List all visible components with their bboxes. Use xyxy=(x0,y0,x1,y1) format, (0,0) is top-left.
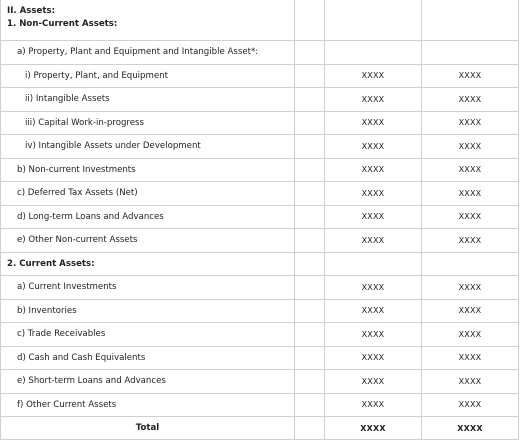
table-row xyxy=(1,88,519,112)
table-row xyxy=(1,135,519,159)
row-label: a) Current Investments xyxy=(1,276,295,300)
current-year-value: XXXX xyxy=(325,370,422,394)
note-cell xyxy=(295,346,325,370)
current-year-value: XXXX xyxy=(325,346,422,370)
previous-year-value: XXXX xyxy=(422,346,519,370)
row-label: d) Cash and Cash Equivalents xyxy=(1,346,295,370)
current-year-value xyxy=(325,41,422,65)
note-cell xyxy=(295,205,325,229)
row-label: e) Other Non-current Assets xyxy=(1,229,295,253)
note-cell xyxy=(295,370,325,394)
row-label: c) Trade Receivables xyxy=(1,323,295,347)
table-row xyxy=(1,158,519,182)
previous-year-value: XXXX xyxy=(422,205,519,229)
table-row xyxy=(1,393,519,417)
table-row xyxy=(1,64,519,88)
note-cell xyxy=(295,0,325,41)
previous-year-value: XXXX xyxy=(422,135,519,159)
section-heading: II. Assets: xyxy=(7,6,56,16)
row-label: i) Property, Plant, and Equipment xyxy=(1,64,295,88)
table-row xyxy=(1,370,519,394)
current-year-value: XXXX xyxy=(325,393,422,417)
current-year-cell xyxy=(325,0,422,41)
current-year-value: XXXX xyxy=(325,111,422,135)
note-cell xyxy=(295,158,325,182)
table-row xyxy=(1,182,519,206)
previous-year-value: XXXX xyxy=(422,88,519,112)
note-cell xyxy=(295,229,325,253)
previous-year-value: XXXX xyxy=(422,229,519,253)
previous-year-value: XXXX xyxy=(422,111,519,135)
total-current-value: XXXX xyxy=(325,417,422,440)
row-label: c) Deferred Tax Assets (Net) xyxy=(1,182,295,206)
section-subheading: 1. Non-Current Assets: xyxy=(7,19,118,29)
table-row xyxy=(1,229,519,253)
current-year-value: XXXX xyxy=(325,88,422,112)
previous-year-value: XXXX xyxy=(422,323,519,347)
note-cell xyxy=(295,41,325,65)
previous-year-cell xyxy=(422,0,519,41)
previous-year-value: XXXX xyxy=(422,276,519,300)
previous-year-value: XXXX xyxy=(422,299,519,323)
note-cell xyxy=(295,393,325,417)
table-row xyxy=(1,41,519,65)
row-label: 2. Current Assets: xyxy=(1,252,295,276)
total-label: Total xyxy=(1,417,295,440)
current-year-value: XXXX xyxy=(325,182,422,206)
row-label: a) Property, Plant and Equipment and Intangible Asset*: xyxy=(1,41,295,65)
total-previous-value: XXXX xyxy=(422,417,519,440)
row-label: ii) Intangible Assets xyxy=(1,88,295,112)
current-year-value: XXXX xyxy=(325,299,422,323)
row-label: e) Short-term Loans and Advances xyxy=(1,370,295,394)
current-year-value: XXXX xyxy=(325,135,422,159)
note-cell xyxy=(295,299,325,323)
table-row xyxy=(1,299,519,323)
current-year-value: XXXX xyxy=(325,323,422,347)
note-cell xyxy=(295,182,325,206)
assets-heading-row xyxy=(1,0,519,41)
row-label: f) Other Current Assets xyxy=(1,393,295,417)
row-label: b) Inventories xyxy=(1,299,295,323)
previous-year-value: XXXX xyxy=(422,182,519,206)
table-row xyxy=(1,323,519,347)
current-year-value: XXXX xyxy=(325,229,422,253)
row-label: iv) Intangible Assets under Development xyxy=(1,135,295,159)
previous-year-value xyxy=(422,41,519,65)
row-label: b) Non-current Investments xyxy=(1,158,295,182)
note-cell xyxy=(295,135,325,159)
table-row xyxy=(1,276,519,300)
current-year-value xyxy=(325,252,422,276)
row-label: iii) Capital Work-in-progress xyxy=(1,111,295,135)
previous-year-value: XXXX xyxy=(422,393,519,417)
table-row xyxy=(1,111,519,135)
previous-year-value: XXXX xyxy=(422,370,519,394)
previous-year-value: XXXX xyxy=(422,64,519,88)
current-year-value: XXXX xyxy=(325,158,422,182)
table-row xyxy=(1,346,519,370)
table-row xyxy=(1,252,519,276)
previous-year-value: XXXX xyxy=(422,158,519,182)
note-cell xyxy=(295,323,325,347)
current-year-value: XXXX xyxy=(325,276,422,300)
current-year-value: XXXX xyxy=(325,64,422,88)
total-row xyxy=(1,417,519,440)
note-cell xyxy=(295,88,325,112)
note-cell xyxy=(295,111,325,135)
current-year-value: XXXX xyxy=(325,205,422,229)
note-cell xyxy=(295,276,325,300)
table-row xyxy=(1,205,519,229)
note-cell xyxy=(295,417,325,440)
note-cell xyxy=(295,252,325,276)
row-label: d) Long-term Loans and Advances xyxy=(1,205,295,229)
previous-year-value xyxy=(422,252,519,276)
note-cell xyxy=(295,64,325,88)
assets-heading-cell xyxy=(1,0,295,41)
